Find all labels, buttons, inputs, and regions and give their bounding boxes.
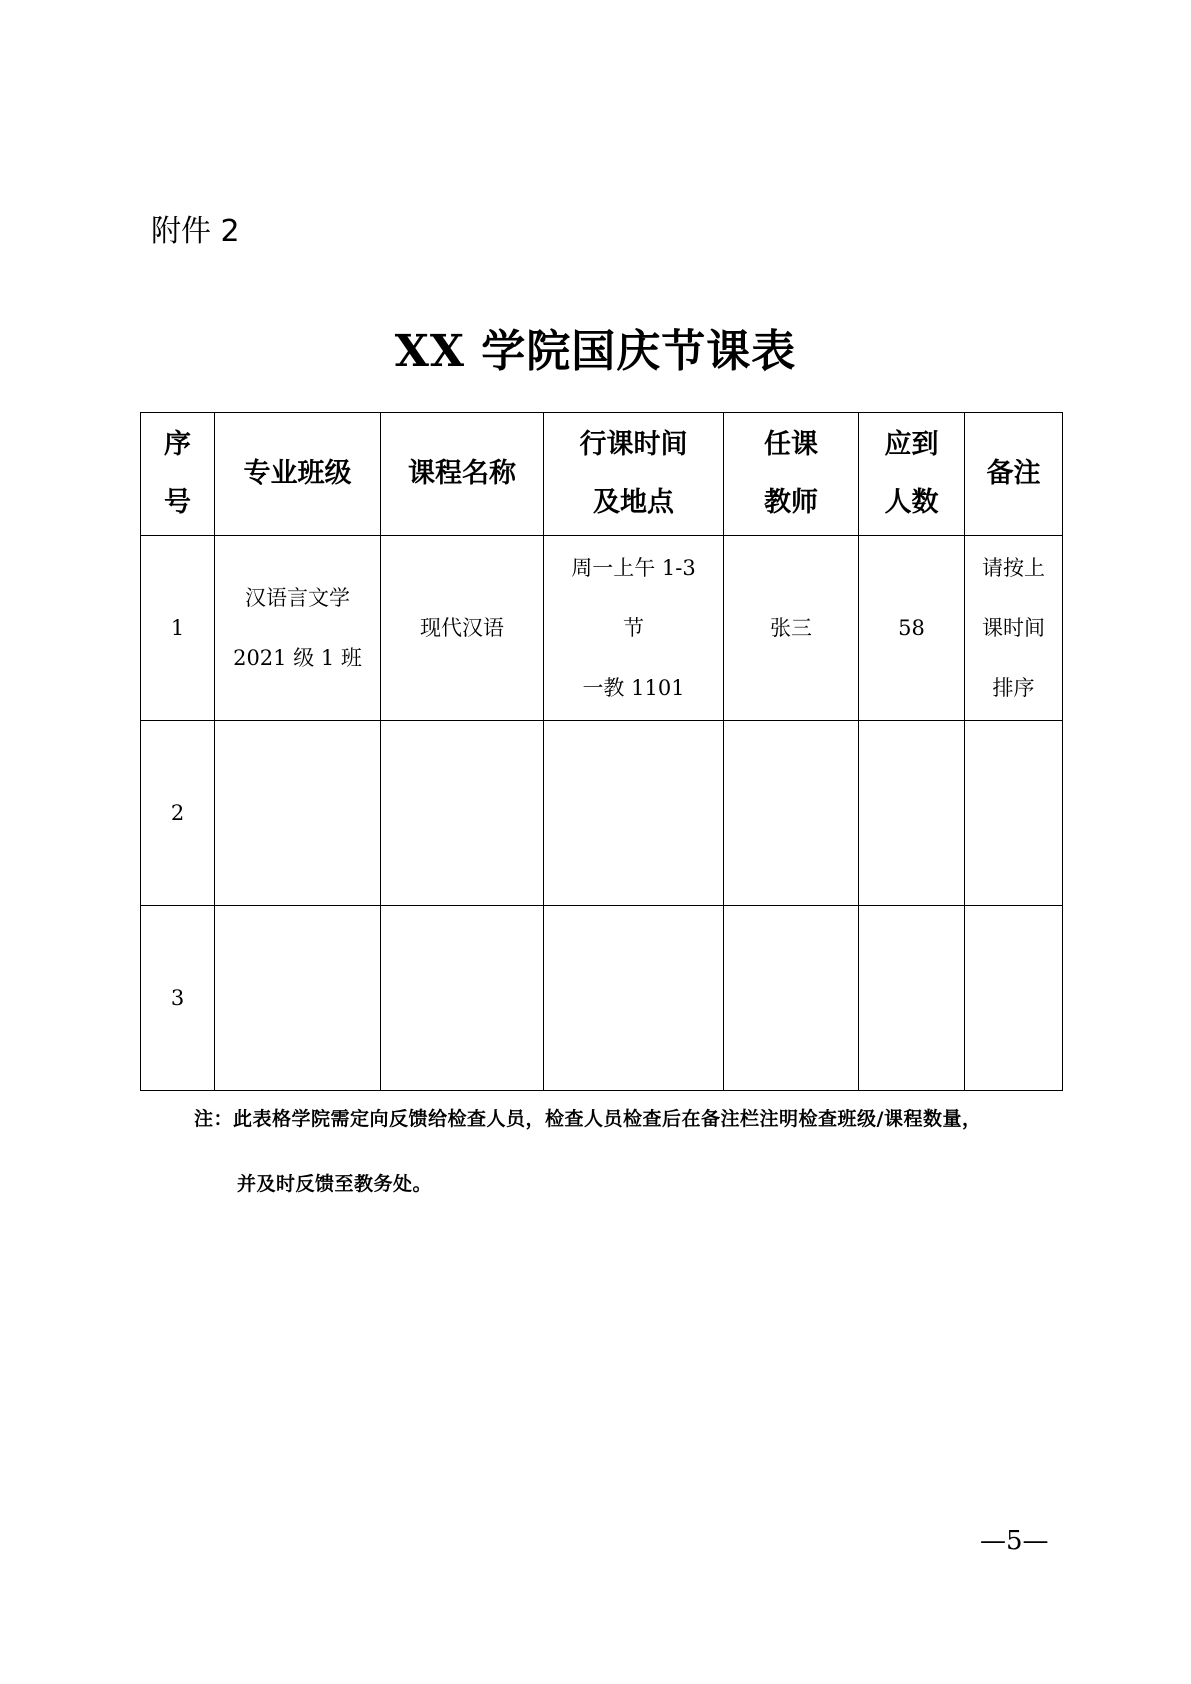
header-class: 专业班级 [215,413,381,536]
table-row [141,906,1063,1091]
cell-class [215,721,381,906]
attachment-label: 附件 2 [151,214,240,249]
header-time-location: 行课时间 及地点 [544,413,724,536]
cell-time-location [544,721,724,906]
header-teacher: 任课 教师 [724,413,859,536]
cell-index: 1 [141,536,215,721]
schedule-table [140,412,1063,1091]
table-header-row [141,413,1063,536]
header-remark: 备注 [965,413,1063,536]
cell-class [215,906,381,1091]
cell-index: 2 [141,721,215,906]
cell-time-location [544,906,724,1091]
note-line-1: 注：此表格学院需定向反馈给检查人员，检查人员检查后在备注栏注明检查班级/课程数量， [194,1108,982,1130]
cell-course [381,721,544,906]
header-course: 课程名称 [381,413,544,536]
note-line-2: 并及时反馈至教务处。 [237,1173,433,1195]
header-count: 应到 人数 [859,413,965,536]
cell-teacher [724,906,859,1091]
cell-count [859,721,965,906]
table-row [141,721,1063,906]
page-title: XX 学院国庆节课表 [394,326,797,377]
cell-course [381,906,544,1091]
cell-remark: 请按上 课时间 排序 [965,536,1063,721]
header-index: 序 号 [141,413,215,536]
cell-time-location: 周一上午 1-3 节 一教 1101 [544,536,724,721]
cell-count: 58 [859,536,965,721]
cell-remark [965,721,1063,906]
cell-count [859,906,965,1091]
cell-class: 汉语言文学 2021 级 1 班 [215,536,381,721]
cell-index: 3 [141,906,215,1091]
table-row [141,536,1063,721]
cell-remark [965,906,1063,1091]
cell-teacher: 张三 [724,536,859,721]
cell-teacher [724,721,859,906]
cell-course: 现代汉语 [381,536,544,721]
page-number: —5— [980,1526,1049,1556]
